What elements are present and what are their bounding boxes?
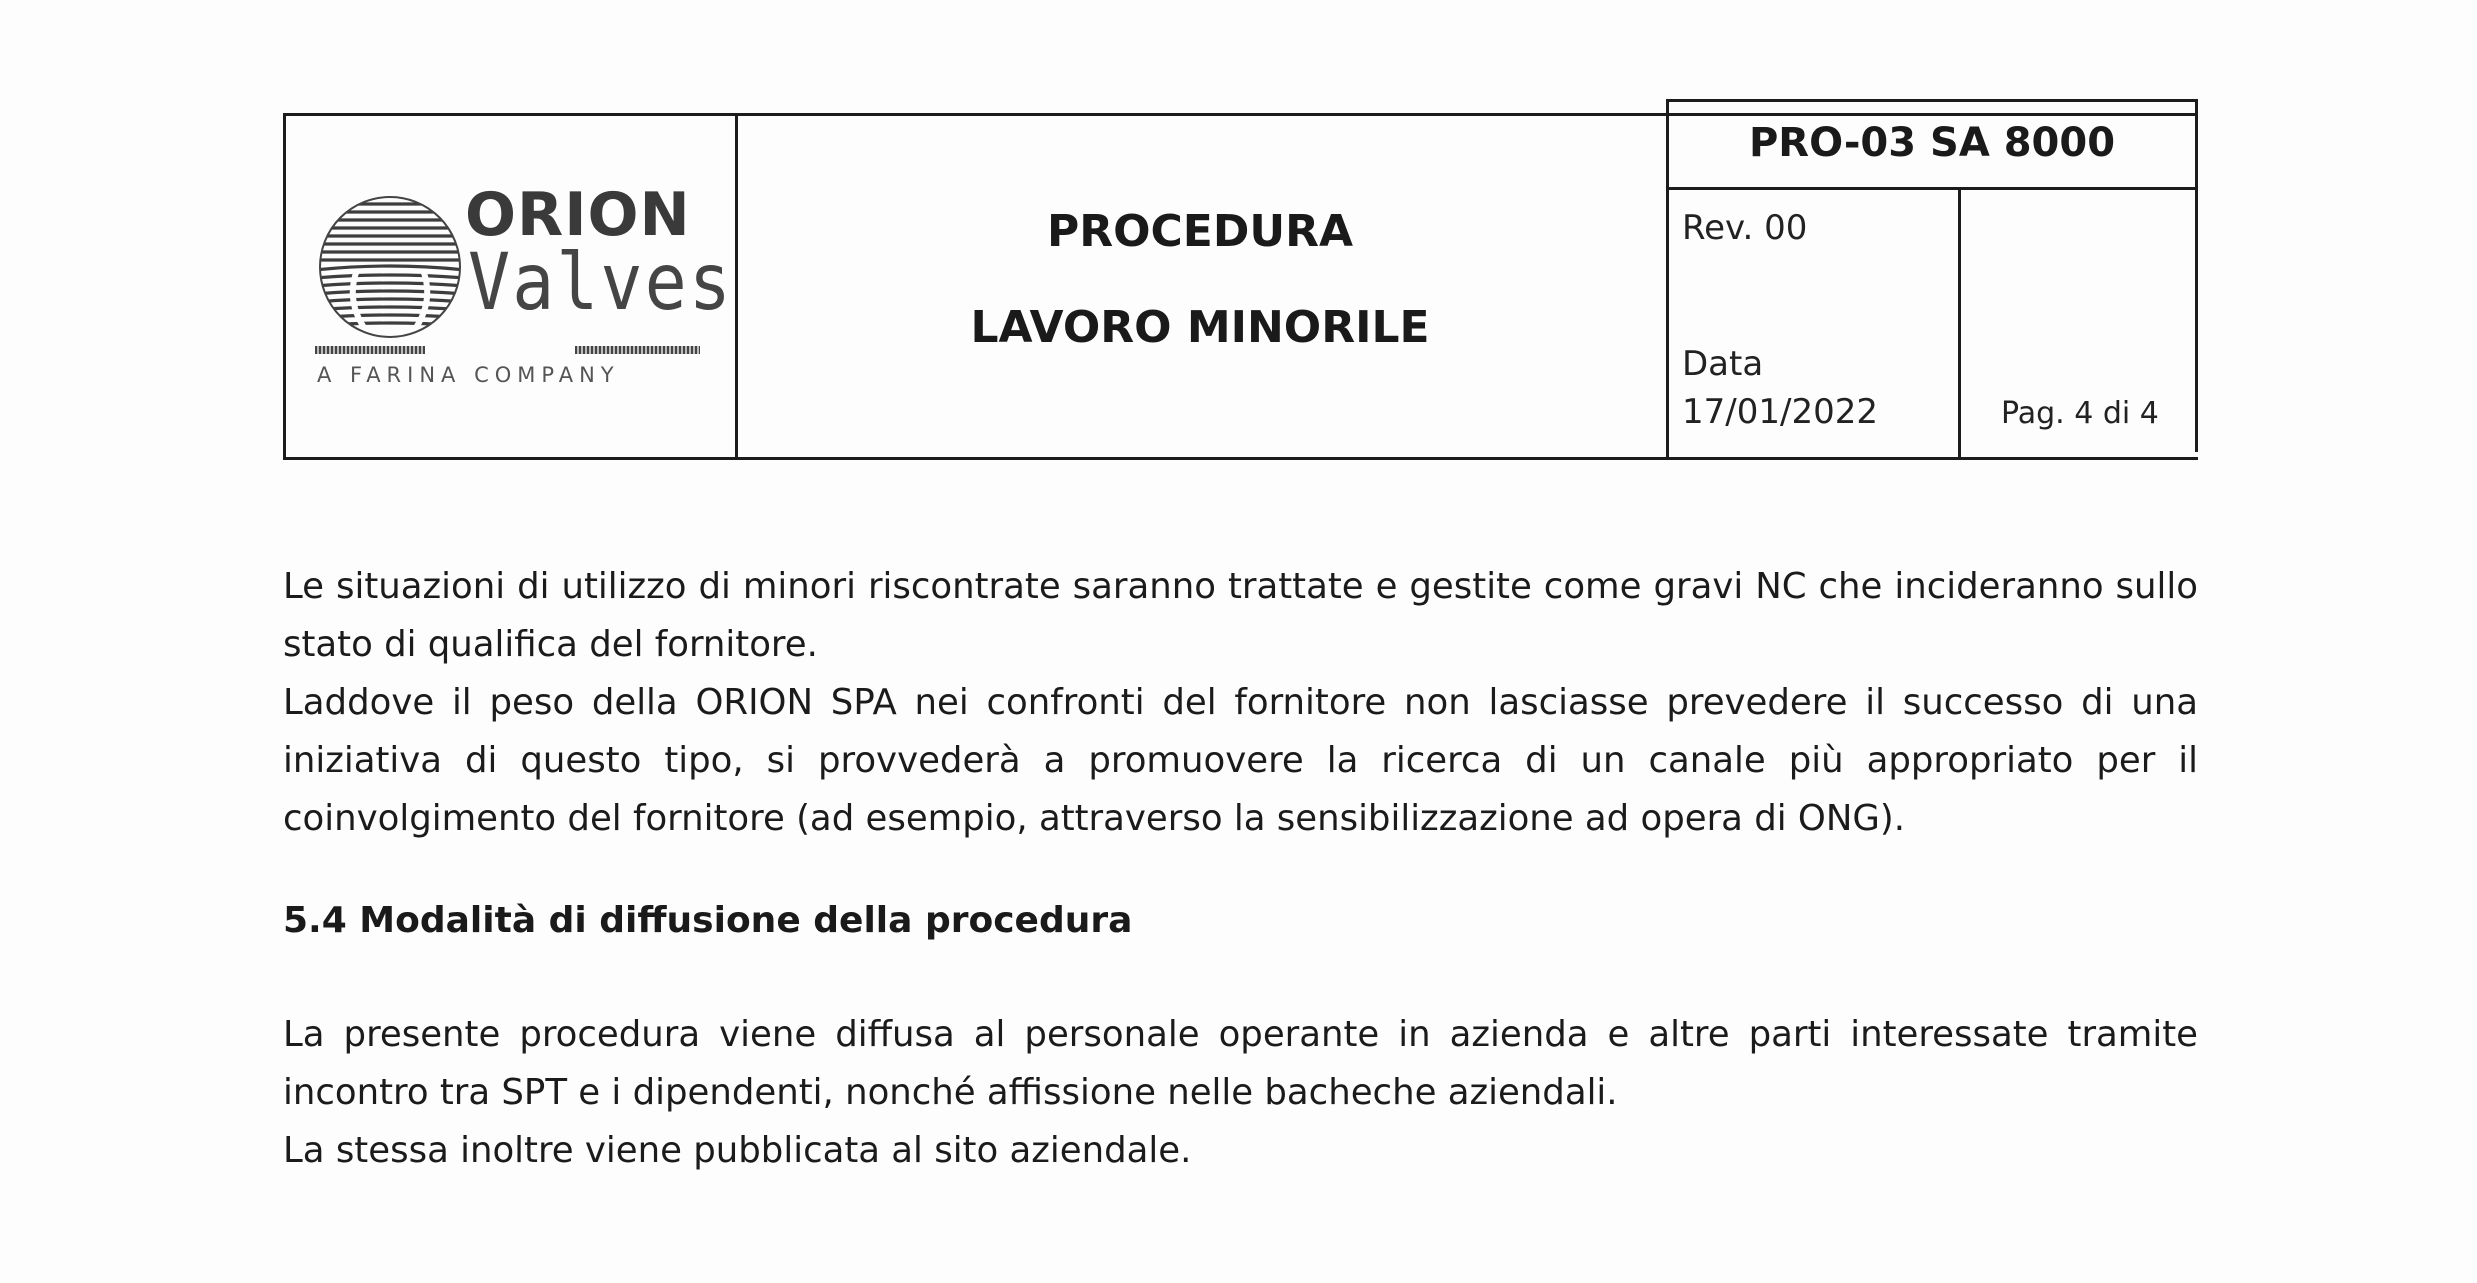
page-info: Pag. 4 di 4 [2001,396,2159,431]
section-heading: 5.4 Modalità di diffusione della procedura [283,900,1133,941]
logo-tagline: A FARINA COMPANY [317,363,620,387]
date-label: Data [1682,344,1764,384]
logo-word-orion: ORION [465,180,691,250]
code-cell-bottom-border [1666,187,2198,190]
header-left-border [283,113,286,460]
company-logo [300,180,733,410]
paragraph-diffusion [283,1006,2198,1180]
text-paragraph: Laddove il peso della ORION SPA nei confronti del fornitore non lasciasse prevedere il successo di una iniziativa di questo tipo, si provvederà a promuovere la ricerca di un canale più appropriato per il coinvolgimento del fornitore (ad esempio, attraverso la sensibilizzazione ad opera di ONG). [283,682,2198,839]
code-cell-top-border [1666,99,2198,102]
text-paragraph: Le situazioni di utilizzo di minori riscontrate saranno trattate e gestite come gravi NC che incideranno sullo stato di qualifica del fornitore. [283,566,2198,665]
logo-bar-left [315,346,425,354]
rev-page-divider [1958,187,1961,457]
logo-bar-right [575,346,700,354]
header-divider-1 [735,113,738,460]
header-bottom-border [283,457,2198,460]
header-top-border [283,113,2198,116]
text-paragraph: La presente procedura viene diffusa al personale operante in azienda e altre parti interessate tramite incontro tra SPT e i dipendenti, nonché affissione nelle bacheche aziendali. [283,1014,2198,1113]
document-code: PRO-03 SA 8000 [1748,120,2116,166]
globe-icon [315,192,465,342]
document-title-line1: PROCEDURA [1046,206,1354,257]
text-paragraph: La stessa inoltre viene pubblicata al sito aziendale. [283,1130,1192,1171]
paragraph-minors [283,558,2198,848]
logo-word-valves: Valves [468,236,733,328]
document-title-line2: LAVORO MINORILE [970,302,1430,353]
date-value: 17/01/2022 [1682,392,1878,432]
revision-label: Rev. 00 [1682,208,1808,248]
